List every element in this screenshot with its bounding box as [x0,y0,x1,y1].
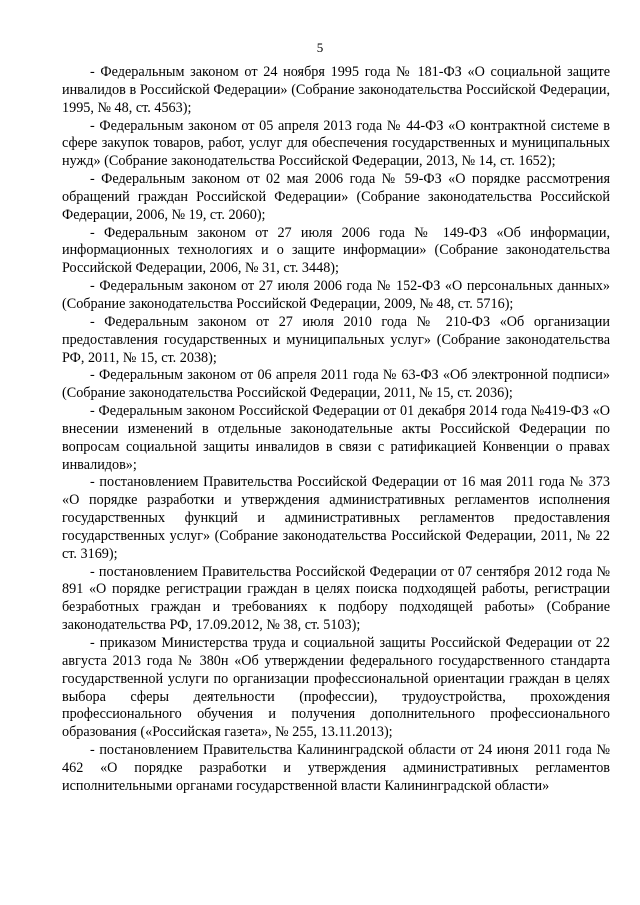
document-body [62,64,610,796]
legal-basis-item-4: - Федеральным законом от 27 июля 2006 года № 149-ФЗ «Об информации, информационных технологиях и о защите информации» (Собрание законодательства Российской Федерации, 2006, № 31, ст. 3448); [62,224,610,277]
legal-basis-item-10: - постановлением Правительства Российской Федерации от 07 сентября 2012 года № 891 «О порядке регистрации граждан в целях поиска подходящей работы, регистрации безработных граждан и требованиях к подбору подходящей работы» (Собрание законодательства РФ, 17.09.2012, № 38, ст. 5103); [62,563,610,634]
legal-basis-item-8: - Федеральным законом Российской Федерации от 01 декабря 2014 года №419-ФЗ «О внесении изменений в отдельные законодательные акты Российской Федерации по вопросам социальной защиты инвалидов в связи с ратификацией Конвенции о правах инвалидов»; [62,403,610,473]
legal-basis-item-3: - Федеральным законом от 02 мая 2006 года № 59-ФЗ «О порядке рассмотрения обращений граждан Российской Федерации» (Собрание законодательства Российской Федерации, 2006, № 19, ст. 2060); [62,171,610,223]
legal-basis-item-7: - Федеральным законом от 06 апреля 2011 года № 63-ФЗ «Об электронной подписи» (Собрание законодательства Российской Федерации, 2011, № 15, ст. 2036); [62,367,610,402]
legal-basis-item-5: - Федеральным законом от 27 июля 2006 года № 152-ФЗ «О персональных данных» (Собрание законодательства Российской Федерации, 2009, № 48, ст. 5716); [62,278,610,312]
legal-basis-item-1: - Федеральным законом от 24 ноября 1995 года № 181-ФЗ «О социальной защите инвалидов в Российской Федерации» (Собрание законодательства Российской Федерации, 1995, № 48, ст. 4563); [62,64,610,116]
legal-basis-item-9: - постановлением Правительства Российской Федерации от 16 мая 2011 года № 373 «О порядке разработки и утверждения административных регламентов исполнения государственных функций и административных регламентов предоставления государственных услуг» (Собрание законодательства Российской Федерации, 2011, № 22 ст. 3169); [62,474,610,562]
page-number: 5 [316,40,324,55]
legal-basis-item-12: - постановлением Правительства Калининградской области от 24 июня 2011 года № 462 «О порядке разработки и утверждения административных регламентов исполнительными органами государственной власти Калининградской области» [62,742,610,794]
legal-basis-item-11: - приказом Министерства труда и социальной защиты Российской Федерации от 22 августа 2013 года № 380н «Об утверждении федерального государственного стандарта государственной услуги по организации профессиональной ориентации граждан в целях выбора сферы деятельности (профессии), трудоустройства, прохождения профессионального обучения и получения дополнительного профессионального образования («Российская газета», № 255, 13.11.2013); [62,635,610,741]
legal-basis-item-2: - Федеральным законом от 05 апреля 2013 года № 44-ФЗ «О контрактной системе в сфере закупок товаров, работ, услуг для обеспечения государственных и муниципальных нужд» (Собрание законодательства Российской Федерации, 2013, № 14, ст. 1652); [62,117,610,170]
legal-basis-item-6: - Федеральным законом от 27 июля 2010 года № 210-ФЗ «Об организации предоставления государственных и муниципальных услуг» (Собрание законодательства РФ, 2011, № 15, ст. 2038); [62,313,610,366]
